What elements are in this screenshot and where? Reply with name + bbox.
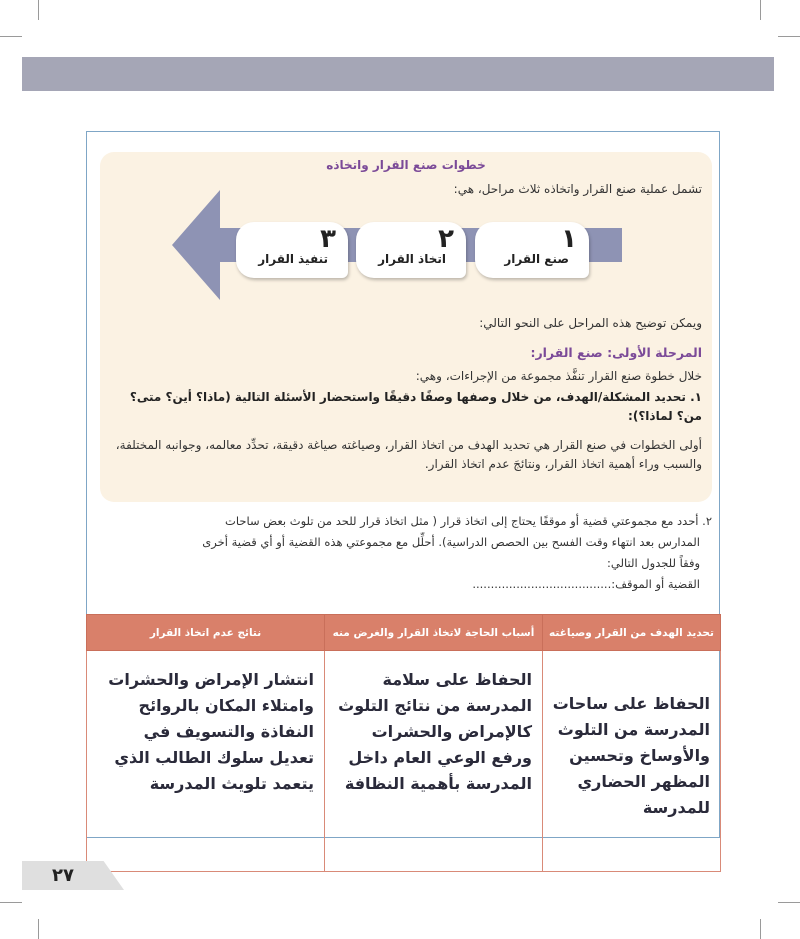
crop-mark (0, 36, 22, 37)
activity-line-1: ٢. أحدد مع مجموعتي قضية أو موقفًا يحتاج إلى اتخاذ قرار ( مثل اتخاذ قرار للحد من تلوث بعض ساحات (225, 514, 712, 528)
column-header: نتائج عدم اتخاذ القرار (87, 615, 325, 651)
activity-line-3: وفقاً للجدول التالي: (607, 556, 700, 570)
box-title: خطوات صنع القرار واتخاذه (326, 158, 486, 172)
crop-mark (760, 0, 761, 20)
column-header: أسباب الحاجة لاتخاذ القرار والغرض منه (325, 615, 543, 651)
crop-mark (778, 36, 800, 37)
step-number: ٣ (320, 224, 336, 254)
explain-text: ويمكن توضيح هذه المراحل على النحو التالي: (479, 316, 702, 330)
step-number: ١ (561, 224, 577, 254)
step-1 (475, 222, 589, 278)
stage1-intro: خلال خطوة صنع القرار تنفَّذ مجموعة من الإجراءات، وهي: (415, 369, 702, 383)
page-number: ٢٧ (52, 865, 74, 886)
step-label: تنفيذ القرار (258, 252, 328, 266)
item-1: ١. تحديد المشكلة/الهدف، من خلال وصفها وصفًا دقيقًا واستحضار الأسئلة التالية (ماذا؟ أين؟ متى؟ من؟ لماذا؟): (129, 390, 702, 423)
crop-mark (38, 919, 39, 939)
issue-line: القضية أو الموقف:...................................... (472, 577, 700, 591)
table-cell: الحفاظ على سلامة المدرسة من نتائج التلوث كالإمراض والحشرات ورفع الوعي العام داخل المدرسة بأهمية النظافة (325, 651, 543, 872)
crop-mark (0, 902, 22, 903)
header-band (22, 57, 774, 91)
activity-line-2: المدارس بعد انتهاء وقت الفسح بين الحصص الدراسية). أحلِّل مع مجموعتي هذه القضية أو أي قضية أخرى (202, 535, 700, 549)
step-2 (356, 222, 466, 278)
step-label: اتخاذ القرار (378, 252, 446, 266)
column-header: تحديد الهدف من القرار وصياغته (543, 615, 721, 651)
table-row (87, 651, 721, 872)
step-3 (236, 222, 348, 278)
step-label: صنع القرار (504, 252, 569, 266)
box-intro: تشمل عملية صنع القرار واتخاذه ثلاث مراحل، هي: (453, 182, 702, 196)
stage1-title: المرحلة الأولى: صنع القرار: (530, 345, 702, 360)
table-cell: الحفاظ على ساحات المدرسة من التلوث والأوساخ وتحسين المظهر الحضاري للمدرسة (543, 651, 721, 872)
crop-mark (778, 902, 800, 903)
step-number: ٢ (438, 224, 454, 254)
crop-mark (760, 919, 761, 939)
table-header-row (87, 615, 721, 651)
table-cell: انتشار الإمراض والحشرات وامتلاء المكان بالروائح النفاذة والتسويف في تعديل سلوك الطالب الذي يتعمد تلويث المدرسة (87, 651, 325, 872)
decision-paragraph: أولى الخطوات في صنع القرار هي تحديد الهدف من اتخاذ القرار، وصياغته صياغة دقيقة، تحدِّد معالمه، وجوانبه المختلفة، والسبب وراء أهمية اتخاذ القرار، ونتائجَ عدم اتخاذ القرار. (115, 438, 702, 471)
crop-mark (38, 0, 39, 20)
analysis-table (86, 614, 721, 872)
